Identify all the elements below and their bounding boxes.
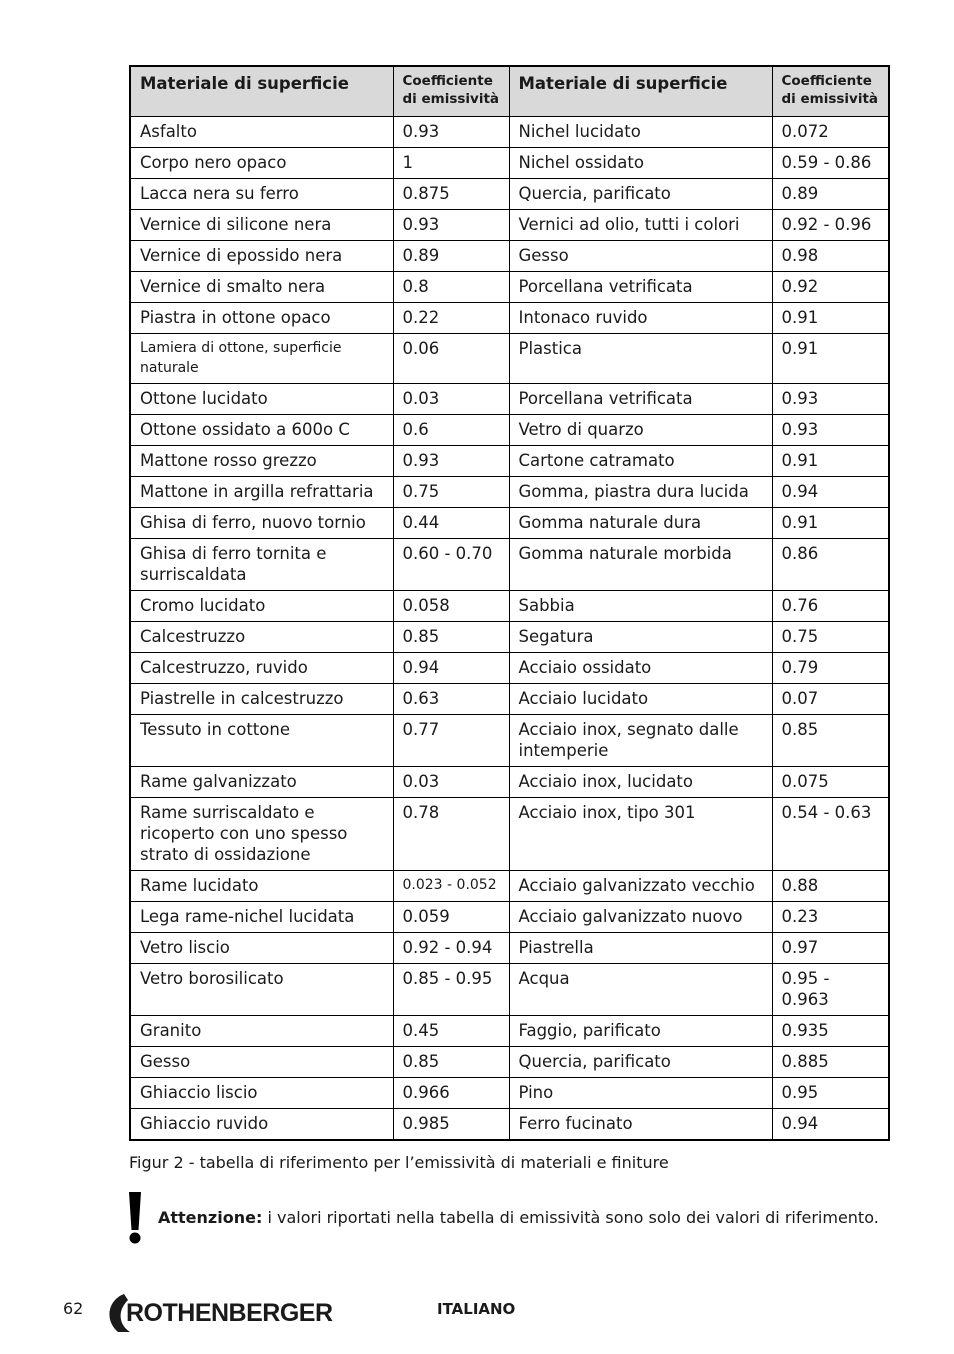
emissivity-cell: 0.75 xyxy=(772,622,889,653)
emissivity-cell: 0.45 xyxy=(393,1016,509,1047)
table-row xyxy=(130,148,889,179)
material-cell: Ottone ossidato a 600o C xyxy=(130,415,393,446)
exclamation-icon xyxy=(127,1192,143,1244)
table-row xyxy=(130,902,889,933)
table-row xyxy=(130,684,889,715)
emissivity-cell: 0.07 xyxy=(772,684,889,715)
emissivity-cell: 0.89 xyxy=(393,241,509,272)
header-coefficient-2: Coefficiente di emissività xyxy=(772,66,889,117)
material-cell: Rame surriscaldato e ricoperto con uno spesso strato di ossidazione xyxy=(130,798,393,871)
material-cell: Lacca nera su ferro xyxy=(130,179,393,210)
table-row xyxy=(130,303,889,334)
table-row xyxy=(130,933,889,964)
emissivity-cell: 0.94 xyxy=(393,653,509,684)
material-cell: Acciaio galvanizzato vecchio xyxy=(509,871,772,902)
table-row xyxy=(130,477,889,508)
material-cell: Pino xyxy=(509,1078,772,1109)
emissivity-cell: 0.91 xyxy=(772,446,889,477)
table-header-row xyxy=(130,66,889,117)
material-cell: Rame lucidato xyxy=(130,871,393,902)
emissivity-cell: 0.78 xyxy=(393,798,509,871)
material-cell: Mattone rosso grezzo xyxy=(130,446,393,477)
material-cell: Faggio, parificato xyxy=(509,1016,772,1047)
material-cell: Quercia, parificato xyxy=(509,179,772,210)
table-row xyxy=(130,1016,889,1047)
material-cell: Acqua xyxy=(509,964,772,1016)
emissivity-cell: 0.91 xyxy=(772,508,889,539)
table-row xyxy=(130,591,889,622)
emissivity-cell: 0.23 xyxy=(772,902,889,933)
table-row xyxy=(130,767,889,798)
table-row xyxy=(130,622,889,653)
emissivity-cell: 0.92 xyxy=(772,272,889,303)
table-row xyxy=(130,446,889,477)
table-row xyxy=(130,653,889,684)
emissivity-cell: 0.935 xyxy=(772,1016,889,1047)
emissivity-cell: 0.93 xyxy=(772,384,889,415)
material-cell: Plastica xyxy=(509,334,772,384)
material-cell: Ottone lucidato xyxy=(130,384,393,415)
emissivity-cell: 0.875 xyxy=(393,179,509,210)
emissivity-cell: 0.966 xyxy=(393,1078,509,1109)
material-cell: Nichel lucidato xyxy=(509,117,772,148)
rothenberger-logo xyxy=(102,1290,352,1336)
material-cell: Ghiaccio liscio xyxy=(130,1078,393,1109)
emissivity-cell: 0.92 - 0.94 xyxy=(393,933,509,964)
material-cell: Asfalto xyxy=(130,117,393,148)
table-row xyxy=(130,508,889,539)
material-cell: Lega rame-nichel lucidata xyxy=(130,902,393,933)
emissivity-cell: 0.91 xyxy=(772,334,889,384)
warning-note xyxy=(158,1208,879,1227)
table-row xyxy=(130,1047,889,1078)
emissivity-cell: 0.93 xyxy=(393,117,509,148)
emissivity-cell: 0.95 - 0.963 xyxy=(772,964,889,1016)
material-cell: Cartone catramato xyxy=(509,446,772,477)
emissivity-cell: 0.60 - 0.70 xyxy=(393,539,509,591)
material-cell: Calcestruzzo xyxy=(130,622,393,653)
emissivity-cell: 0.059 xyxy=(393,902,509,933)
material-cell: Ghisa di ferro, nuovo tornio xyxy=(130,508,393,539)
material-cell: Nichel ossidato xyxy=(509,148,772,179)
material-cell: Ferro fucinato xyxy=(509,1109,772,1141)
emissivity-cell: 0.06 xyxy=(393,334,509,384)
material-cell: Sabbia xyxy=(509,591,772,622)
table-row xyxy=(130,241,889,272)
emissivity-cell: 0.6 xyxy=(393,415,509,446)
material-cell: Vernice di smalto nera xyxy=(130,272,393,303)
emissivity-cell: 0.92 - 0.96 xyxy=(772,210,889,241)
material-cell: Cromo lucidato xyxy=(130,591,393,622)
material-cell: Vernice di epossido nera xyxy=(130,241,393,272)
table-row xyxy=(130,272,889,303)
material-cell: Quercia, parificato xyxy=(509,1047,772,1078)
table-row xyxy=(130,384,889,415)
table-row xyxy=(130,539,889,591)
material-cell: Vernice di silicone nera xyxy=(130,210,393,241)
header-material-2: Materiale di superficie xyxy=(509,66,772,117)
emissivity-cell: 0.97 xyxy=(772,933,889,964)
emissivity-table xyxy=(129,65,890,1141)
table-row xyxy=(130,715,889,767)
emissivity-cell: 0.85 xyxy=(772,715,889,767)
warning-label: Attenzione: xyxy=(158,1208,263,1227)
table-row xyxy=(130,415,889,446)
material-cell: Granito xyxy=(130,1016,393,1047)
material-cell: Vernici ad olio, tutti i colori xyxy=(509,210,772,241)
material-cell: Acciaio inox, segnato dalle intemperie xyxy=(509,715,772,767)
material-cell: Gesso xyxy=(130,1047,393,1078)
emissivity-cell: 0.94 xyxy=(772,1109,889,1141)
material-cell: Gesso xyxy=(509,241,772,272)
table-row xyxy=(130,117,889,148)
emissivity-cell: 0.85 xyxy=(393,622,509,653)
material-cell: Piastrelle in calcestruzzo xyxy=(130,684,393,715)
emissivity-cell: 0.63 xyxy=(393,684,509,715)
material-cell: Tessuto in cottone xyxy=(130,715,393,767)
material-cell: Porcellana vetrificata xyxy=(509,384,772,415)
emissivity-cell: 0.072 xyxy=(772,117,889,148)
material-cell: Ghiaccio ruvido xyxy=(130,1109,393,1141)
emissivity-cell: 0.058 xyxy=(393,591,509,622)
material-cell: Acciaio galvanizzato nuovo xyxy=(509,902,772,933)
emissivity-cell: 0.075 xyxy=(772,767,889,798)
material-cell: Vetro borosilicato xyxy=(130,964,393,1016)
material-cell: Rame galvanizzato xyxy=(130,767,393,798)
page-number: 62 xyxy=(63,1299,84,1318)
emissivity-cell: 0.22 xyxy=(393,303,509,334)
emissivity-cell: 0.8 xyxy=(393,272,509,303)
material-cell: Gomma naturale morbida xyxy=(509,539,772,591)
emissivity-cell: 0.94 xyxy=(772,477,889,508)
emissivity-cell: 0.85 - 0.95 xyxy=(393,964,509,1016)
header-material-1: Materiale di superficie xyxy=(130,66,393,117)
emissivity-cell: 0.93 xyxy=(393,446,509,477)
material-cell: Acciaio ossidato xyxy=(509,653,772,684)
emissivity-cell: 0.85 xyxy=(393,1047,509,1078)
warning-text: i valori riportati nella tabella di emissività sono solo dei valori di riferimento. xyxy=(262,1208,879,1227)
material-cell: Porcellana vetrificata xyxy=(509,272,772,303)
emissivity-cell: 0.93 xyxy=(393,210,509,241)
emissivity-cell: 1 xyxy=(393,148,509,179)
material-cell: Gomma naturale dura xyxy=(509,508,772,539)
material-cell: Vetro di quarzo xyxy=(509,415,772,446)
svg-text:ROTHENBERGER: ROTHENBERGER xyxy=(126,1299,333,1327)
material-cell: Piastra in ottone opaco xyxy=(130,303,393,334)
emissivity-cell: 0.86 xyxy=(772,539,889,591)
emissivity-cell: 0.79 xyxy=(772,653,889,684)
material-cell: Acciaio lucidato xyxy=(509,684,772,715)
figure-caption: Figur 2 - tabella di riferimento per l’emissività di materiali e finiture xyxy=(129,1153,669,1172)
table-row xyxy=(130,1078,889,1109)
table-row xyxy=(130,179,889,210)
material-cell: Segatura xyxy=(509,622,772,653)
material-cell: Corpo nero opaco xyxy=(130,148,393,179)
table-row xyxy=(130,1109,889,1141)
material-cell: Piastrella xyxy=(509,933,772,964)
emissivity-cell: 0.03 xyxy=(393,767,509,798)
emissivity-cell: 0.98 xyxy=(772,241,889,272)
material-cell: Lamiera di ottone, superficie naturale xyxy=(130,334,393,384)
material-cell: Ghisa di ferro tornita e surriscaldata xyxy=(130,539,393,591)
emissivity-cell: 0.88 xyxy=(772,871,889,902)
table-row xyxy=(130,964,889,1016)
material-cell: Intonaco ruvido xyxy=(509,303,772,334)
table-body xyxy=(130,117,889,1141)
emissivity-cell: 0.885 xyxy=(772,1047,889,1078)
material-cell: Mattone in argilla refrattaria xyxy=(130,477,393,508)
table-row xyxy=(130,210,889,241)
material-cell: Acciaio inox, tipo 301 xyxy=(509,798,772,871)
emissivity-cell: 0.023 - 0.052 xyxy=(393,871,509,902)
emissivity-cell: 0.985 xyxy=(393,1109,509,1141)
table-row xyxy=(130,798,889,871)
emissivity-cell: 0.54 - 0.63 xyxy=(772,798,889,871)
material-cell: Gomma, piastra dura lucida xyxy=(509,477,772,508)
emissivity-cell: 0.77 xyxy=(393,715,509,767)
material-cell: Acciaio inox, lucidato xyxy=(509,767,772,798)
emissivity-cell: 0.44 xyxy=(393,508,509,539)
emissivity-cell: 0.76 xyxy=(772,591,889,622)
emissivity-cell: 0.89 xyxy=(772,179,889,210)
header-coefficient-1: Coefficiente di emissività xyxy=(393,66,509,117)
material-cell: Vetro liscio xyxy=(130,933,393,964)
language-label: ITALIANO xyxy=(437,1300,516,1318)
emissivity-cell: 0.91 xyxy=(772,303,889,334)
emissivity-cell: 0.95 xyxy=(772,1078,889,1109)
emissivity-cell: 0.59 - 0.86 xyxy=(772,148,889,179)
emissivity-cell: 0.03 xyxy=(393,384,509,415)
table-row xyxy=(130,334,889,384)
table-row xyxy=(130,871,889,902)
material-cell: Calcestruzzo, ruvido xyxy=(130,653,393,684)
emissivity-cell: 0.93 xyxy=(772,415,889,446)
emissivity-cell: 0.75 xyxy=(393,477,509,508)
